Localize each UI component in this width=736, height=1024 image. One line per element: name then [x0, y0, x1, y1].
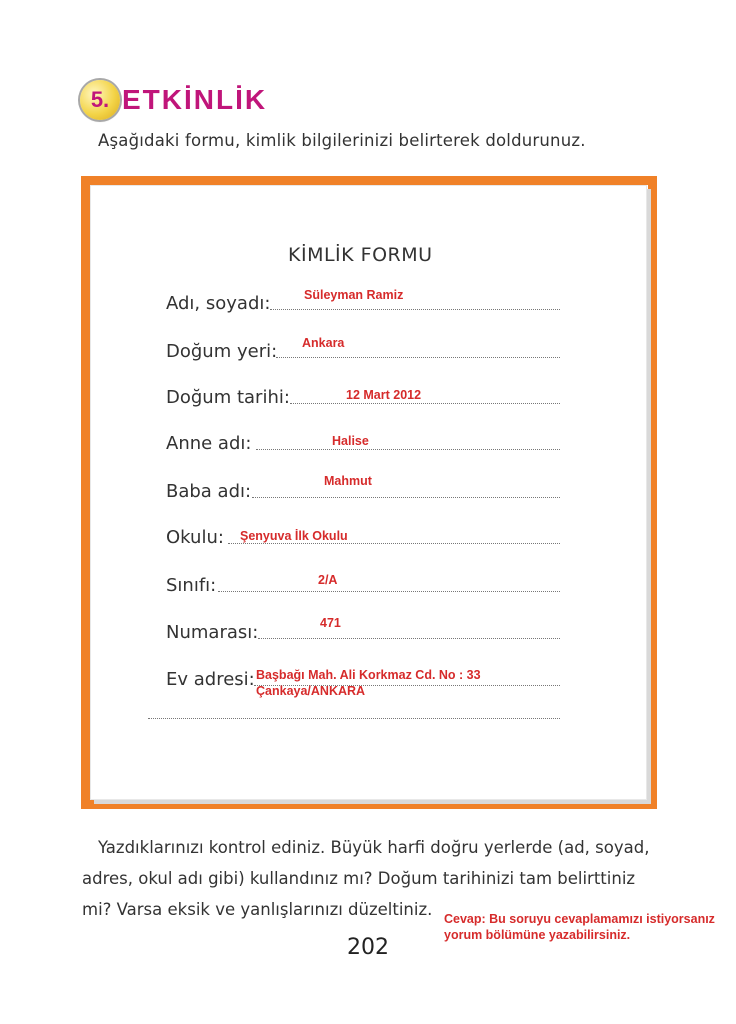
footer-line-1: Yazdıklarınızı kontrol ediniz. Büyük harfi doğru yerlerde (ad, soyad,	[98, 838, 650, 857]
answer-line	[256, 449, 560, 450]
field-label: Numarası:	[166, 622, 259, 643]
field-label: Sınıfı:	[166, 575, 217, 596]
answer-line	[228, 543, 560, 544]
activity-instruction: Aşağıdaki formu, kimlik bilgilerinizi belirterek doldurunuz.	[98, 131, 586, 150]
answer-line	[290, 403, 560, 404]
answer-note-line-1: Cevap: Bu soruyu cevaplamamızı istiyorsanız	[444, 912, 715, 926]
field-label: Ev adresi:	[166, 669, 255, 690]
answer-line	[276, 357, 560, 358]
field-label: Anne adı:	[166, 433, 252, 454]
answer-line	[270, 309, 560, 310]
field-label: Doğum yeri:	[166, 341, 278, 362]
field-label: Okulu:	[166, 527, 224, 548]
activity-number-badge: 5.	[80, 80, 120, 120]
activity-header	[80, 78, 267, 122]
field-answer: 12 Mart 2012	[346, 388, 422, 402]
field-answer: Süleyman Ramiz	[304, 288, 404, 302]
field-answer: 471	[320, 616, 341, 630]
field-label: Doğum tarihi:	[166, 387, 290, 408]
answer-line	[258, 638, 560, 639]
form-title: KİMLİK FORMU	[288, 244, 433, 266]
answer-note	[444, 911, 734, 943]
activity-title: ETKİNLİK	[122, 84, 268, 115]
field-answer: Ankara	[302, 336, 345, 350]
field-answer: Şenyuva İlk Okulu	[240, 529, 348, 543]
address-extra-line	[148, 718, 560, 719]
answer-line	[218, 591, 560, 592]
field-answer: Başbağı Mah. Ali Korkmaz Cd. No : 33	[256, 668, 481, 682]
field-label: Adı, soyadı:	[166, 293, 271, 314]
footer-line-3: mi? Varsa eksik ve yanlışlarınızı düzeltiniz.	[82, 900, 433, 919]
answer-note-line-2: yorum bölümüne yazabilirsiniz.	[444, 928, 631, 942]
field-answer: Mahmut	[324, 474, 372, 488]
field-answer: Halise	[332, 434, 369, 448]
field-answer: 2/A	[318, 573, 338, 587]
field-answer-line2: Çankaya/ANKARA	[256, 684, 366, 698]
field-label: Baba adı:	[166, 481, 252, 502]
footer-line-2: adres, okul adı gibi) kullandınız mı? Doğum tarihinizi tam belirttiniz	[82, 869, 636, 888]
answer-line	[252, 497, 560, 498]
page-number: 202	[347, 935, 389, 960]
